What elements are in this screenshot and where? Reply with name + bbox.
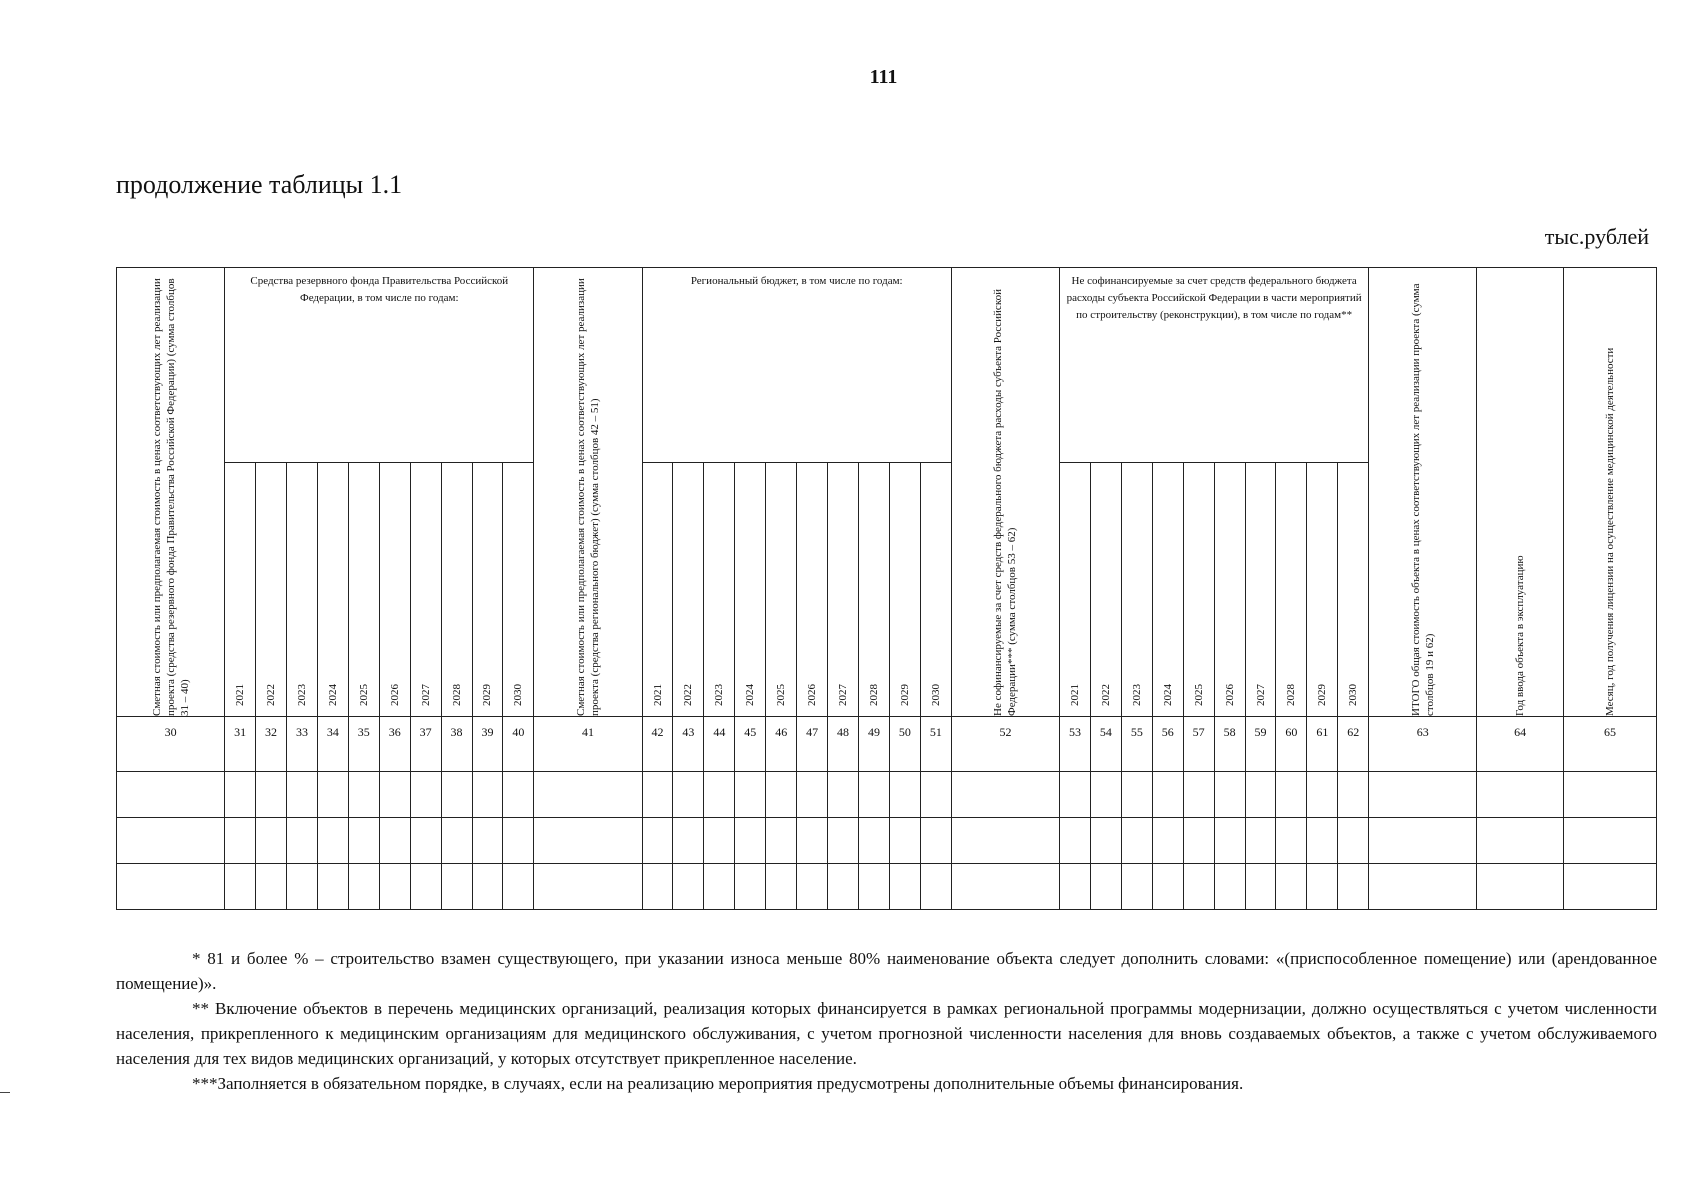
table-cell[interactable] bbox=[766, 818, 797, 864]
table-cell[interactable] bbox=[797, 864, 828, 910]
column-number: 63 bbox=[1369, 717, 1477, 772]
header-col-41 bbox=[534, 268, 642, 717]
table-cell[interactable] bbox=[1369, 772, 1477, 818]
year-label: 2023 bbox=[295, 684, 308, 706]
table-cell[interactable] bbox=[1338, 818, 1369, 864]
table-cell[interactable] bbox=[1090, 818, 1121, 864]
table-cell[interactable] bbox=[1183, 864, 1214, 910]
nonco-year-2023 bbox=[1121, 463, 1152, 717]
table-cell[interactable] bbox=[472, 772, 503, 818]
table-cell[interactable] bbox=[1338, 772, 1369, 818]
header-col-52-text: Не софинансируемые за счет средств федерального бюджета расходы субъекта Российской Федерации*** (сумма столбцов 53 – 62) bbox=[992, 289, 1019, 716]
table-cell[interactable] bbox=[225, 772, 256, 818]
table-cell[interactable] bbox=[828, 818, 859, 864]
regional-year-2029 bbox=[889, 463, 920, 717]
column-number: 56 bbox=[1152, 717, 1183, 772]
column-number: 38 bbox=[441, 717, 472, 772]
header-col-63 bbox=[1369, 268, 1477, 717]
table-cell[interactable] bbox=[1060, 864, 1091, 910]
column-number: 57 bbox=[1183, 717, 1214, 772]
year-label: 2026 bbox=[806, 684, 819, 706]
column-number: 30 bbox=[117, 717, 225, 772]
table-cell[interactable] bbox=[1276, 818, 1307, 864]
year-label: 2028 bbox=[1285, 684, 1298, 706]
table-cell[interactable] bbox=[348, 772, 379, 818]
table-cell[interactable] bbox=[348, 864, 379, 910]
column-number: 62 bbox=[1338, 717, 1369, 772]
table-cell[interactable] bbox=[1214, 864, 1245, 910]
header-col-41-text: Сметная стоимость или предполагаемая стоимость в ценах соответствующих лет реализации проекта (средства регионального бюджет) (сумма столбцов 42 – 51) bbox=[574, 278, 601, 716]
column-number: 36 bbox=[379, 717, 410, 772]
table-cell[interactable] bbox=[256, 864, 287, 910]
table-cell[interactable] bbox=[704, 772, 735, 818]
table-cell[interactable] bbox=[828, 864, 859, 910]
reserve-year-2030 bbox=[503, 463, 534, 717]
table-cell[interactable] bbox=[441, 772, 472, 818]
column-number: 50 bbox=[889, 717, 920, 772]
table-cell[interactable] bbox=[642, 772, 673, 818]
table-cell[interactable] bbox=[735, 864, 766, 910]
table-cell[interactable] bbox=[889, 864, 920, 910]
year-label: 2027 bbox=[1254, 684, 1267, 706]
year-label: 2022 bbox=[1099, 684, 1112, 706]
header-col-65 bbox=[1563, 268, 1656, 717]
column-number: 51 bbox=[920, 717, 951, 772]
table-cell[interactable] bbox=[1121, 818, 1152, 864]
table-cell[interactable] bbox=[1477, 864, 1564, 910]
column-number: 60 bbox=[1276, 717, 1307, 772]
regional-year-2025 bbox=[766, 463, 797, 717]
table-cell[interactable] bbox=[642, 818, 673, 864]
table-cell[interactable] bbox=[1152, 864, 1183, 910]
regional-year-2022 bbox=[673, 463, 704, 717]
table-cell[interactable] bbox=[1307, 818, 1338, 864]
column-number: 64 bbox=[1477, 717, 1564, 772]
footnotes bbox=[116, 946, 1657, 1096]
header-reserve-fund-group: Средства резервного фонда Правительства Российской Федерации, в том числе по годам: bbox=[225, 268, 534, 463]
year-label: 2027 bbox=[419, 684, 432, 706]
column-number: 49 bbox=[859, 717, 890, 772]
table-cell[interactable] bbox=[1338, 864, 1369, 910]
footnote-1: * 81 и более % – строительство взамен существующего, при указании износа меньше 80% наименование объекта следует дополнить словами: «(приспособленное помещение) или (арендованное помещение)». bbox=[116, 949, 1657, 993]
year-label: 2025 bbox=[775, 684, 788, 706]
table-cell[interactable] bbox=[951, 818, 1059, 864]
table-cell[interactable] bbox=[828, 772, 859, 818]
table-cell[interactable] bbox=[1152, 772, 1183, 818]
table-cell[interactable] bbox=[379, 818, 410, 864]
table-cell[interactable] bbox=[797, 772, 828, 818]
year-label: 2028 bbox=[450, 684, 463, 706]
year-label: 2024 bbox=[326, 684, 339, 706]
regional-year-2028 bbox=[859, 463, 890, 717]
table-cell[interactable] bbox=[317, 772, 348, 818]
header-col-64-text: Год ввода объекта в эксплуатацию bbox=[1514, 555, 1527, 716]
table-cell[interactable] bbox=[1060, 818, 1091, 864]
table-row bbox=[117, 818, 1657, 864]
column-number: 58 bbox=[1214, 717, 1245, 772]
column-number: 46 bbox=[766, 717, 797, 772]
year-label: 2028 bbox=[867, 684, 880, 706]
page-number: 111 bbox=[869, 66, 898, 88]
table-cell[interactable] bbox=[410, 864, 441, 910]
year-label: 2021 bbox=[1068, 684, 1081, 706]
table-cell[interactable] bbox=[1121, 772, 1152, 818]
header-col-52 bbox=[951, 268, 1059, 717]
table-row bbox=[117, 864, 1657, 910]
funding-table bbox=[116, 267, 1657, 910]
column-number: 48 bbox=[828, 717, 859, 772]
table-cell[interactable] bbox=[286, 772, 317, 818]
table-cell[interactable] bbox=[1245, 864, 1276, 910]
table-cell[interactable] bbox=[1060, 772, 1091, 818]
table-cell[interactable] bbox=[503, 772, 534, 818]
regional-year-2030 bbox=[920, 463, 951, 717]
table-cell[interactable] bbox=[503, 818, 534, 864]
column-number: 42 bbox=[642, 717, 673, 772]
table-cell[interactable] bbox=[410, 772, 441, 818]
table-cell[interactable] bbox=[286, 864, 317, 910]
year-label: 2025 bbox=[1192, 684, 1205, 706]
table-cell[interactable] bbox=[673, 818, 704, 864]
table-cell[interactable] bbox=[256, 772, 287, 818]
units-label: тыс.рублей bbox=[1544, 224, 1649, 249]
table-cell[interactable] bbox=[1307, 772, 1338, 818]
table-cell[interactable] bbox=[1477, 772, 1564, 818]
column-number: 43 bbox=[673, 717, 704, 772]
table-cell[interactable] bbox=[472, 864, 503, 910]
column-number: 53 bbox=[1060, 717, 1091, 772]
table-cell[interactable] bbox=[348, 818, 379, 864]
reserve-year-2025 bbox=[348, 463, 379, 717]
column-number: 39 bbox=[472, 717, 503, 772]
table-cell[interactable] bbox=[859, 818, 890, 864]
table-cell[interactable] bbox=[1307, 864, 1338, 910]
table-cell[interactable] bbox=[441, 864, 472, 910]
table-cell[interactable] bbox=[920, 864, 951, 910]
table-cell[interactable] bbox=[379, 772, 410, 818]
table-cell[interactable] bbox=[766, 864, 797, 910]
nonco-year-2025 bbox=[1183, 463, 1214, 717]
column-number: 32 bbox=[256, 717, 287, 772]
year-label: 2023 bbox=[1130, 684, 1143, 706]
table-cell[interactable] bbox=[1152, 818, 1183, 864]
table-row bbox=[117, 772, 1657, 818]
nonco-year-2022 bbox=[1090, 463, 1121, 717]
header-col-65-text: Месяц, год получения лицензии на осуществление медицинской деятельности bbox=[1603, 347, 1616, 716]
header-col-30-text: Сметная стоимость или предполагаемая стоимость в ценах соответствующих лет реализации проекта (средства резервного фонда Правительства Российской Федерации) (сумма столбцов 31 – 40) bbox=[150, 278, 191, 716]
column-number: 54 bbox=[1090, 717, 1121, 772]
table-cell[interactable] bbox=[503, 864, 534, 910]
table-cell[interactable] bbox=[735, 772, 766, 818]
year-label: 2026 bbox=[1223, 684, 1236, 706]
table-cell[interactable] bbox=[1214, 818, 1245, 864]
table-cell[interactable] bbox=[704, 864, 735, 910]
footnote-2: ** Включение объектов в перечень медицинских организаций, реализация которых финансируется в рамках региональной программы модернизации, должно осуществляться с учетом численности населения, прикрепленного к медицинским организациям для медицинского обслуживания, с учетом прогнозной численности населения для вновь создаваемых объектов, а также с учетом обслуживаемого населения для тех видов медицинских организаций, у которых отсутствует прикрепленное население. bbox=[116, 999, 1657, 1068]
table-cell[interactable] bbox=[951, 772, 1059, 818]
table-cell[interactable] bbox=[1090, 864, 1121, 910]
table-cell[interactable] bbox=[534, 772, 642, 818]
table-cell[interactable] bbox=[117, 864, 225, 910]
column-number: 34 bbox=[317, 717, 348, 772]
table-cell[interactable] bbox=[859, 864, 890, 910]
table-cell[interactable] bbox=[441, 818, 472, 864]
year-label: 2022 bbox=[265, 684, 278, 706]
table-cell[interactable] bbox=[673, 772, 704, 818]
year-label: 2024 bbox=[1161, 684, 1174, 706]
table-cell[interactable] bbox=[379, 864, 410, 910]
year-label: 2022 bbox=[682, 684, 695, 706]
table-cell[interactable] bbox=[1563, 818, 1656, 864]
nonco-year-2024 bbox=[1152, 463, 1183, 717]
column-number: 52 bbox=[951, 717, 1059, 772]
table-cell[interactable] bbox=[1121, 864, 1152, 910]
column-number: 41 bbox=[534, 717, 642, 772]
table-cell[interactable] bbox=[225, 818, 256, 864]
table-cell[interactable] bbox=[1183, 818, 1214, 864]
nonco-year-2021 bbox=[1060, 463, 1091, 717]
table-cell[interactable] bbox=[534, 818, 642, 864]
table-cell[interactable] bbox=[766, 772, 797, 818]
reserve-year-2027 bbox=[410, 463, 441, 717]
table-cell[interactable] bbox=[951, 864, 1059, 910]
table-cell[interactable] bbox=[1369, 818, 1477, 864]
regional-year-2024 bbox=[735, 463, 766, 717]
table-continuation-title: продолжение таблицы 1.1 bbox=[116, 170, 403, 199]
header-regional-budget-group: Региональный бюджет, в том числе по годам: bbox=[642, 268, 951, 463]
table-cell[interactable] bbox=[1183, 772, 1214, 818]
year-label: 2029 bbox=[1316, 684, 1329, 706]
table-cell[interactable] bbox=[889, 772, 920, 818]
column-number: 37 bbox=[410, 717, 441, 772]
year-label: 2025 bbox=[357, 684, 370, 706]
table-cell[interactable] bbox=[117, 818, 225, 864]
table-cell[interactable] bbox=[225, 864, 256, 910]
reserve-year-2023 bbox=[286, 463, 317, 717]
column-number: 40 bbox=[503, 717, 534, 772]
column-number: 61 bbox=[1307, 717, 1338, 772]
column-number: 59 bbox=[1245, 717, 1276, 772]
table-cell[interactable] bbox=[317, 864, 348, 910]
table-cell[interactable] bbox=[117, 772, 225, 818]
table-cell[interactable] bbox=[1563, 864, 1656, 910]
reserve-year-2028 bbox=[441, 463, 472, 717]
table-cell[interactable] bbox=[256, 818, 287, 864]
nonco-year-2030 bbox=[1338, 463, 1369, 717]
column-number: 47 bbox=[797, 717, 828, 772]
header-col-64 bbox=[1477, 268, 1564, 717]
table-cell[interactable] bbox=[797, 818, 828, 864]
table-cell[interactable] bbox=[472, 818, 503, 864]
table-cell[interactable] bbox=[704, 818, 735, 864]
column-number: 35 bbox=[348, 717, 379, 772]
table-cell[interactable] bbox=[1245, 772, 1276, 818]
table-cell[interactable] bbox=[1563, 772, 1656, 818]
column-number: 45 bbox=[735, 717, 766, 772]
column-number: 31 bbox=[225, 717, 256, 772]
year-label: 2029 bbox=[481, 684, 494, 706]
regional-year-2027 bbox=[828, 463, 859, 717]
reserve-year-2029 bbox=[472, 463, 503, 717]
table-cell[interactable] bbox=[920, 772, 951, 818]
reserve-year-2024 bbox=[317, 463, 348, 717]
table-cell[interactable] bbox=[735, 818, 766, 864]
year-label: 2024 bbox=[744, 684, 757, 706]
reserve-year-2021 bbox=[225, 463, 256, 717]
year-label: 2023 bbox=[713, 684, 726, 706]
column-number: 44 bbox=[704, 717, 735, 772]
year-label: 2021 bbox=[234, 684, 247, 706]
footnote-3: ***Заполняется в обязательном порядке, в случаях, если на реализацию мероприятия предусмотрены дополнительные объемы финансирования. bbox=[192, 1074, 1244, 1093]
table-cell[interactable] bbox=[1090, 772, 1121, 818]
year-label: 2026 bbox=[388, 684, 401, 706]
header-col-30 bbox=[117, 268, 225, 717]
table-cell[interactable] bbox=[1276, 864, 1307, 910]
table-cell[interactable] bbox=[1245, 818, 1276, 864]
table-cell[interactable] bbox=[1276, 772, 1307, 818]
table-cell[interactable] bbox=[642, 864, 673, 910]
column-number: 33 bbox=[286, 717, 317, 772]
regional-year-2023 bbox=[704, 463, 735, 717]
edge-mark bbox=[0, 1092, 10, 1093]
year-label: 2030 bbox=[929, 684, 942, 706]
year-label: 2027 bbox=[837, 684, 850, 706]
table-cell[interactable] bbox=[1214, 772, 1245, 818]
year-label: 2030 bbox=[1347, 684, 1360, 706]
table-cell[interactable] bbox=[859, 772, 890, 818]
reserve-year-2022 bbox=[256, 463, 287, 717]
regional-year-2021 bbox=[642, 463, 673, 717]
column-number: 55 bbox=[1121, 717, 1152, 772]
table-cell[interactable] bbox=[286, 818, 317, 864]
table-cell[interactable] bbox=[317, 818, 348, 864]
table-cell[interactable] bbox=[410, 818, 441, 864]
year-label: 2021 bbox=[651, 684, 664, 706]
column-number: 65 bbox=[1563, 717, 1656, 772]
nonco-year-2026 bbox=[1214, 463, 1245, 717]
regional-year-2026 bbox=[797, 463, 828, 717]
year-label: 2030 bbox=[512, 684, 525, 706]
table-cell[interactable] bbox=[920, 818, 951, 864]
reserve-year-2026 bbox=[379, 463, 410, 717]
year-label: 2029 bbox=[898, 684, 911, 706]
table-cell[interactable] bbox=[889, 818, 920, 864]
nonco-year-2029 bbox=[1307, 463, 1338, 717]
table-cell[interactable] bbox=[1477, 818, 1564, 864]
nonco-year-2028 bbox=[1276, 463, 1307, 717]
header-col-63-text: ИТОГО общая стоимость объекта в ценах соответствующих лет реализации проекта (сумма столбцов 19 и 62) bbox=[1409, 283, 1436, 716]
header-non-cofinanced-group: Не софинансируемые за счет средств федерального бюджета расходы субъекта Российской Федерации в части мероприятий по строительству (реконструкции), в том числе по годам** bbox=[1060, 268, 1369, 463]
table-cell[interactable] bbox=[534, 864, 642, 910]
nonco-year-2027 bbox=[1245, 463, 1276, 717]
table-cell[interactable] bbox=[673, 864, 704, 910]
table-cell[interactable] bbox=[1369, 864, 1477, 910]
